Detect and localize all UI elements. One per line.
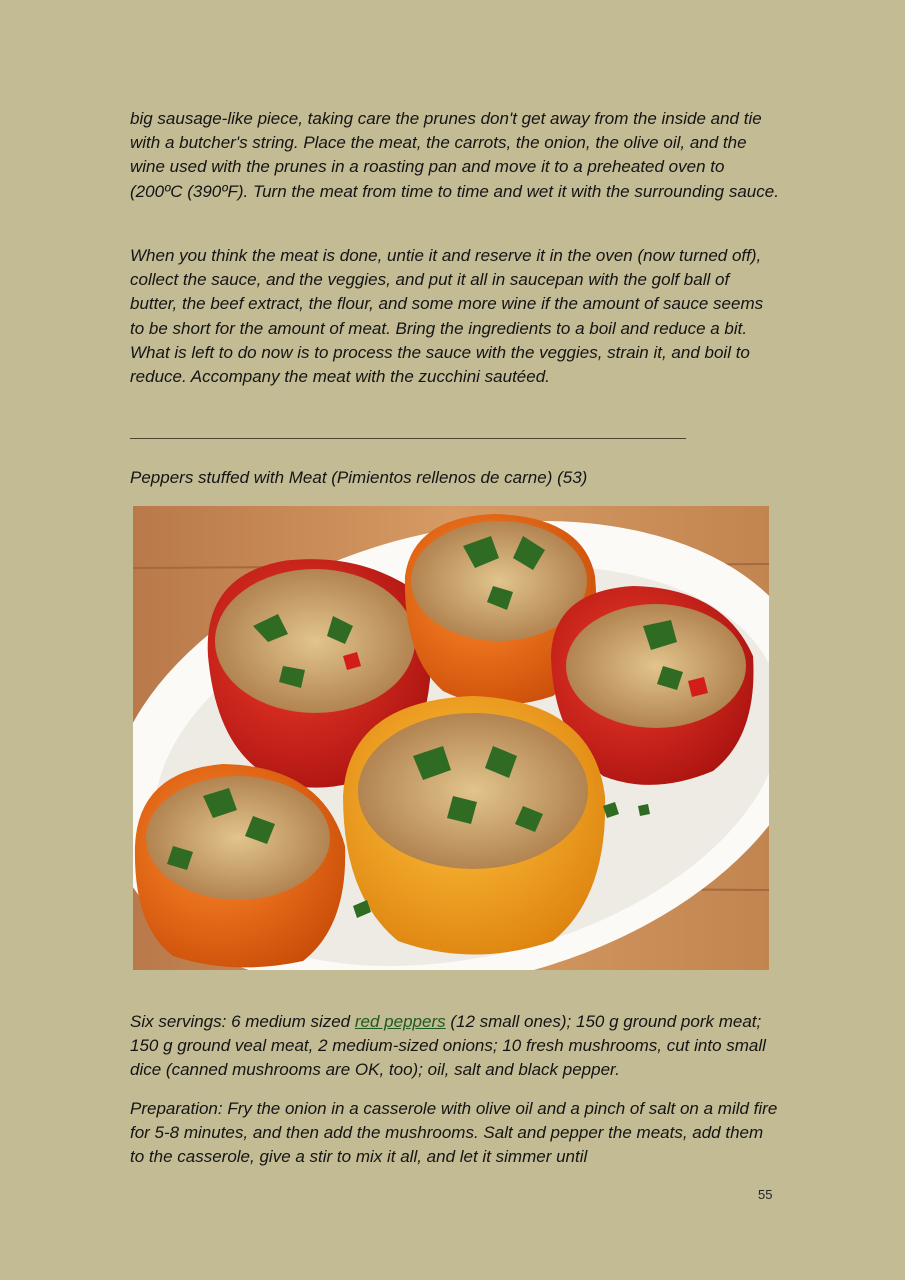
red-peppers-link[interactable]: red peppers: [354, 1012, 446, 1031]
stuffed-peppers-illustration: [133, 506, 769, 970]
ingredients-rest: (12 small ones); 150 g ground pork meat; 150 g ground veal meat, 2 medium-sized onions; 10 fresh mushrooms, cut into small dice (canned mushrooms are OK, too); oil, salt and black pepper.: [130, 1012, 766, 1080]
ingredients-intro: Six servings: 6 medium sized: [130, 1012, 355, 1031]
stuffed-peppers-photo: [133, 506, 769, 970]
section-divider: [130, 438, 686, 439]
body-paragraph-1: big sausage-like piece, taking care the prunes don't get away from the inside and tie with a butcher's string. Place the meat, the carrots, the onion, the olive oil, and the wine used with the prunes in a roasting pan and move it to a preheated oven to (200ºC (390ºF). Turn the meat from time to time and wet it with the surrounding sauce.: [130, 109, 779, 201]
yellow-pepper-front: [343, 696, 605, 955]
body-paragraph-2: When you think the meat is done, untie it and reserve it in the oven (now turned off), collect the sauce, and the veggies, and put it all in saucepan with the golf ball of butter, the beef extract, the flour, and some more wine if the amount of sauce seems to be short for the amount of meat. Bring the ingredients to a boil and reduce a bit. What is left to do now is to process the sauce with the veggies, strain it, and boil to reduce. Accompany the meat with the zucchini sautéed.: [130, 246, 764, 387]
orange-pepper-front-left: [135, 764, 345, 967]
preparation-paragraph: Preparation: Fry the onion in a casserole with olive oil and a pinch of salt on a mild fire for 5-8 minutes, and then add the mushrooms. Salt and pepper the meats, add them to the casserole, give a stir to mix it all, and let it simmer until: [130, 1099, 778, 1167]
ingredients-paragraph: [130, 1010, 780, 1083]
page-number: 55: [758, 1187, 773, 1202]
recipe-title: Peppers stuffed with Meat (Pimientos rellenos de carne) (53): [130, 468, 588, 487]
